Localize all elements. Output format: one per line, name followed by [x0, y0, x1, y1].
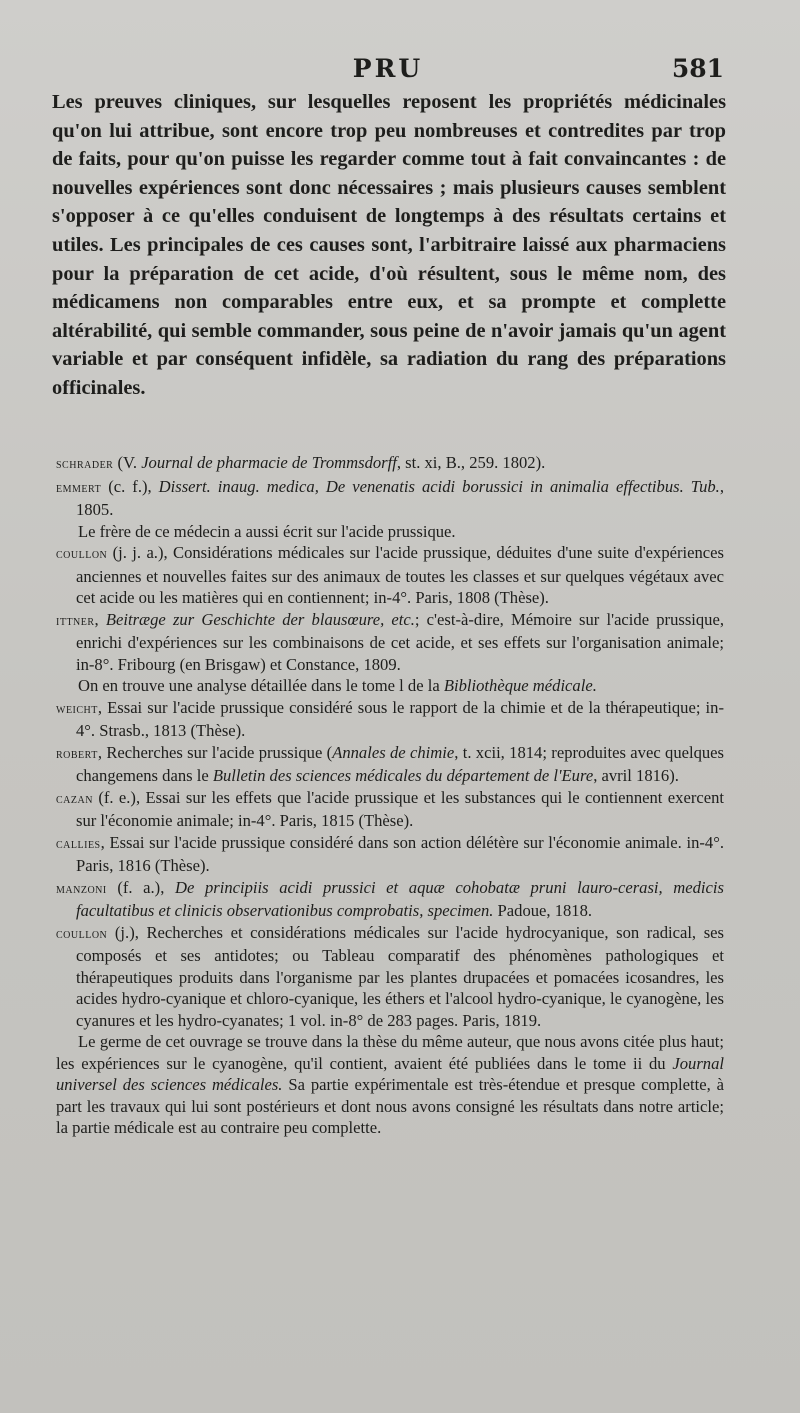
page-header	[52, 50, 724, 86]
reference-item: robert, Recherches sur l'acide prussique (Annales de chimie, t. xcii, 1814; reproduites avec quelques changemens dans le Bulletin des sciences médicales du département de l'Eure, avril 1816).	[56, 742, 725, 785]
reference-author: schrader	[56, 457, 114, 472]
reference-author: emmert	[56, 480, 102, 496]
reference-author: ittner	[56, 613, 95, 629]
page-number: 581	[671, 54, 724, 83]
reference-note: Le germe de cet ouvrage se trouve dans la thèse du même auteur, que nous avons citée plus haut; les expériences sur le cyanogène, qu'il contient, avaient été publiées dans le tome ii du Journal universel des sciences médicales. Sa partie expérimentale est très-étendue et presque complette, à part les travaux qui lui sont postérieurs et dont nous avons consigné les résultats dans notre article; la partie médicale est au contraire peu complette.	[56, 1032, 725, 1137]
reference-item: manzoni (f. a.), De principiis acidi prussici et aquæ cohobatæ pruni lauro-cerasi, medicis facultatibus et clinicis observationibus comprobatis, specimen. Padoue, 1818.	[56, 877, 724, 920]
reference-item: ittner, Beitræge zur Geschichte der blausœure, etc.; c'est-à-dire, Mémoire sur l'acide prussique, enrichi d'expériences sur les combinaisons de cet acide, et ses effets sur l'organisation animale; in-8°. Fribourg (en Brisgaw) et Constance, 1809.	[56, 609, 724, 674]
reference-title: De principiis acidi prussici et aquæ cohobatæ pruni lauro-cerasi, medicis facultatibus et clinicis observationibus comprobatis, specimen.	[76, 877, 724, 920]
reference-title: Dissert. inaug. medica, De venenatis acidi borussici in animalia effectibus. Tub.	[158, 476, 720, 496]
reference-item: schrader (V. Journal de pharmacie de Trommsdorff, st. xi, B., 259. 1802).	[56, 453, 546, 472]
bibliography	[56, 452, 724, 1139]
reference-item: emmert (c. f.), Dissert. inaug. medica, De venenatis acidi borussici in animalia effectibus. Tub., 1805.	[56, 476, 724, 519]
reference-item: coullon (j.), Recherches et considérations médicales sur l'acide hydrocyanique, son radical, ses composés et ses antidotes; ou Tableau comparatif des phénomènes pathologiques et thérapeutiques produits dans l'organisme par les plantes drupacées et pomacées icosandres, les acides hydro-cyanique et chloro-cyanique, les éthers et l'alcool hydro-cyanique, le cyanogène, les cyanures et les hydro-cyanates; 1 vol. in-8° de 283 pages. Paris, 1819.	[56, 922, 724, 1030]
reference-note: Le frère de ce médecin a aussi écrit sur l'acide prussique.	[78, 521, 456, 541]
reference-title: Journal de pharmacie de Trommsdorff	[141, 453, 397, 472]
reference-author: coullon	[56, 926, 108, 942]
reference-author: manzoni	[56, 881, 107, 897]
reference-author: robert	[56, 746, 98, 762]
reference-title: Beitræge zur Geschichte der blausœure, etc.	[105, 609, 415, 629]
reference-title: Bulletin des sciences médicales du département de l'Eure	[212, 766, 594, 785]
reference-item: cazan (f. e.), Essai sur les effets que l'acide prussique et les substances qui le contiennent exercent sur l'économie animale; in-4°. Paris, 1815 (Thèse).	[56, 787, 724, 830]
reference-title: Annales de chimie	[332, 742, 455, 762]
reference-note: On en trouve une analyse détaillée dans le tome l de la Bibliothèque médicale.	[78, 676, 597, 695]
reference-item: weicht, Essai sur l'acide prussique considéré sous le rapport de la chimie et de la thérapeutique; in-4°. Strasb., 1813 (Thèse).	[56, 697, 724, 740]
reference-author: coullon	[56, 547, 108, 562]
reference-item: coullon (j. j. a.), Considérations médicales sur l'acide prussique, déduites d'une suite d'expériences anciennes et nouvelles faites sur des animaux de toutes les classes et sur quelques végétaux avec cet acide ou les matières qui en contiennent; in-4°. Paris, 1808 (Thèse).	[56, 543, 724, 607]
reference-author: callies	[56, 836, 101, 852]
running-title: PRU	[352, 54, 424, 83]
reference-author: weicht	[56, 701, 98, 717]
main-paragraph: Les preuves cliniques, sur lesquelles reposent les propriétés médicinales qu'on lui attribue, sont encore trop peu nombreuses et contredites par trop de faits, pour qu'on puisse les regarder comme tout à fait convaincantes : de nouvelles expériences sont donc nécessaires ; mais plusieurs causes semblent s'opposer à ce qu'elles conduisent de longtemps à des résultats certains et utiles. Les principales de ces causes sont, l'arbitraire laissé aux pharmaciens pour la préparation de cet acide, d'où résultent, sous le même nom, des médicamens non comparables entre eux, et sa prompte et complette altérabilité, qui semble commander, sous peine de n'avoir jamais qu'un agent variable et par conséquent infidèle, sa radiation du rang des préparations officinales.	[52, 91, 726, 399]
reference-item: callies, Essai sur l'acide prussique considéré dans son action délétère sur l'économie animale. in-4°. Paris, 1816 (Thèse).	[56, 832, 724, 875]
reference-author: cazan	[56, 791, 93, 807]
